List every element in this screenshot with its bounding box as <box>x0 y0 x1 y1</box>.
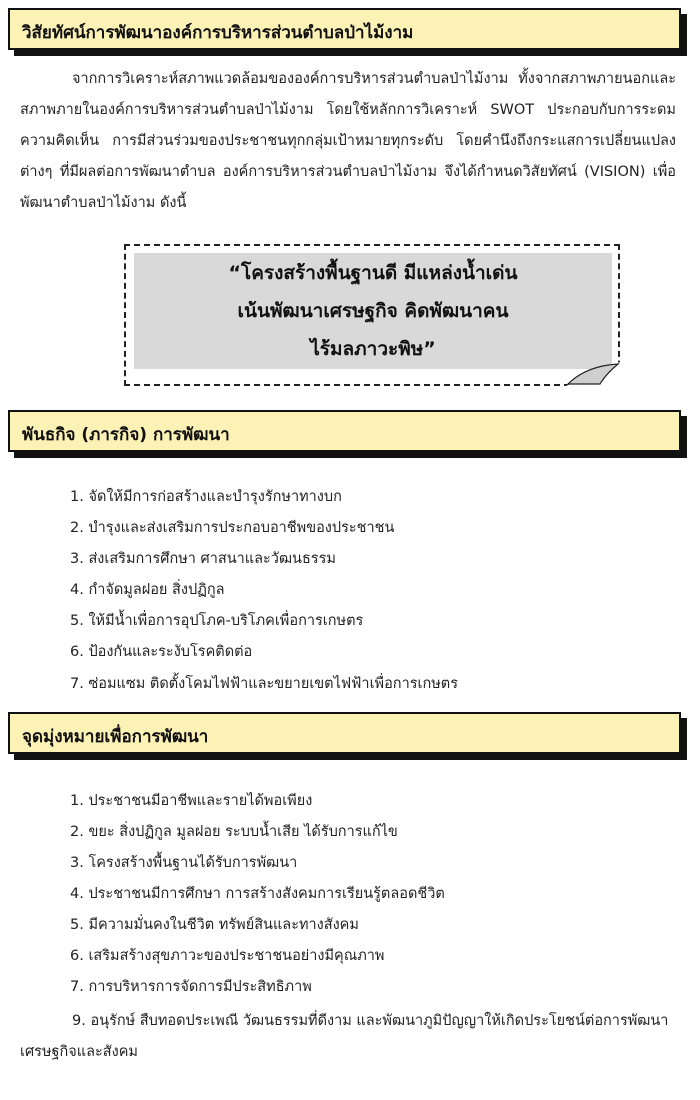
list-item: 5. ให้มีน้ำเพื่อการอุปโภค-บริโภคเพื่อการเกษตร <box>70 613 364 629</box>
mission-heading: พันธกิจ (ภารกิจ) การพัฒนา <box>22 425 230 445</box>
goals-last-item: 9. อนุรักษ์ สืบทอดประเพณี วัฒนธรรมที่ดีงาม และพัฒนาภูมิปัญญาให้เกิดประโยชน์ต่อการพัฒนาเศรษฐกิจและสังคม <box>20 1013 669 1060</box>
mission-section-header <box>8 410 681 452</box>
vision-statement-panel <box>134 253 612 369</box>
list-item: 3. โครงสร้างพื้นฐานได้รับการพัฒนา <box>70 855 298 871</box>
vision-statement-line-1: “โครงสร้างพื้นฐานดี มีแหล่งน้ำเด่น <box>228 262 518 284</box>
vision-statement-line-2: เน้นพัฒนาเศรษฐกิจ คิดพัฒนาคน <box>237 300 509 322</box>
list-item: 1. จัดให้มีการก่อสร้างและบำรุงรักษาทางบก <box>70 489 342 505</box>
page-curl-icon <box>566 362 620 386</box>
goals-section-header <box>8 712 681 754</box>
list-item: 5. มีความมั่นคงในชีวิต ทรัพย์สินและทางสังคม <box>70 917 359 933</box>
list-item: 1. ประชาชนมีอาชีพและรายได้พอเพียง <box>70 793 313 809</box>
list-item: 4. กำจัดมูลฝอย สิ่งปฏิกูล <box>70 582 225 598</box>
list-item: 7. ซ่อมแซม ติดตั้งโคมไฟฟ้าและขยายเขตไฟฟ้าเพื่อการเกษตร <box>70 676 458 692</box>
list-item: 3. ส่งเสริมการศึกษา ศาสนาและวัฒนธรรม <box>70 551 336 567</box>
list-item: 2. บำรุงและส่งเสริมการประกอบอาชีพของประชาชน <box>70 520 395 536</box>
goals-heading: จุดมุ่งหมายเพื่อการพัฒนา <box>22 727 209 747</box>
vision-section-header <box>8 8 681 50</box>
list-item: 6. ป้องกันและระงับโรคติดต่อ <box>70 644 253 660</box>
list-item: 2. ขยะ สิ่งปฏิกูล มูลฝอย ระบบน้ำเสีย ได้รับการแก้ไข <box>70 824 398 840</box>
vision-intro-paragraph: จากการวิเคราะห์สภาพแวดล้อมขององค์การบริหารส่วนตำบลป่าไม้งาม ทั้งจากสภาพภายนอกและสภาพภายในองค์การบริหารส่วนตำบลป่าไม้งาม โดยใช้หลักการวิเคราะห์ SWOT ประกอบกับการระดมความคิดเห็น การมีส่วนร่วมของประชาชนทุกกลุ่มเป้าหมายทุกระดับ โดยคำนึงถึงกระแสการเปลี่ยนแปลงต่างๆ ที่มีผลต่อการพัฒนาตำบล องค์การบริหารส่วนตำบลป่าไม้งาม จึงได้กำหนดวิสัยทัศน์ (VISION) เพื่อพัฒนาตำบลป่าไม้งาม ดังนี้ <box>20 71 676 211</box>
list-item: 4. ประชาชนมีการศึกษา การสร้างสังคมการเรียนรู้ตลอดชีวิต <box>70 886 445 902</box>
vision-statement-line-3: ไร้มลภาวะพิษ” <box>310 338 436 360</box>
list-item: 7. การบริหารการจัดการมีประสิทธิภาพ <box>70 979 312 995</box>
list-item: 6. เสริมสร้างสุขภาวะของประชาชนอย่างมีคุณภาพ <box>70 948 385 964</box>
vision-heading: วิสัยทัศน์การพัฒนาองค์การบริหารส่วนตำบลป่าไม้งาม <box>22 23 414 43</box>
vision-statement-box <box>124 244 620 386</box>
